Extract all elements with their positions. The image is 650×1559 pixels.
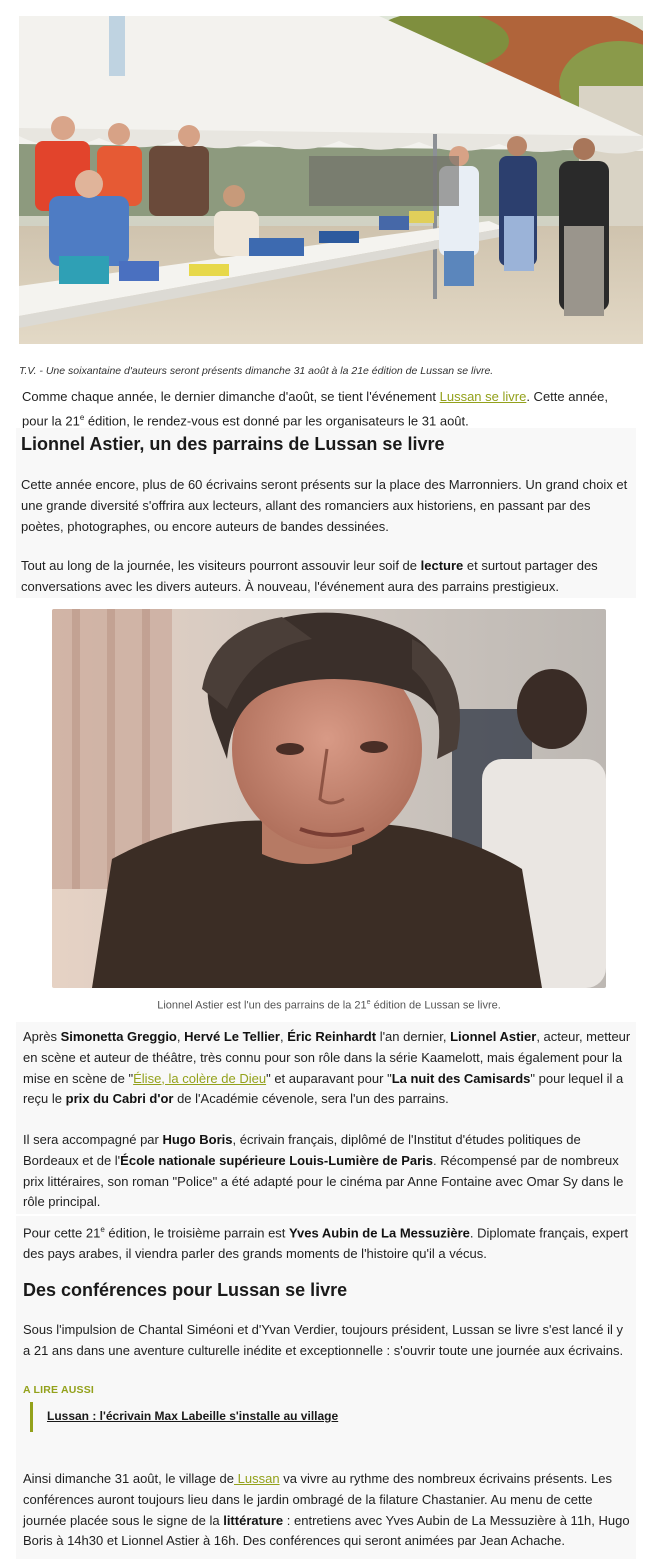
paragraph-programme: Ainsi dimanche 31 août, le village de Lussan va vivre au rythme des nombreux écrivains présents. Les conférences auront toujours lieu dans le jardin ombragé de la filature Chastanier. Au menu de cette journée placée sous le signe de la littérature : entretiens avec Yves Aubin de La Messuzière à 11h, Hugo Boris à 14h30 et Lionnel Astier à 16h. Des conférences qui seront animées par Jean Achache. (23, 1471, 630, 1549)
paragraph-impulsion: Sous l'impulsion de Chantal Siméoni et d'Yvan Verdier, toujours président, Lussan se livre s'est lancé il y a 21 ans dans une aventure culturelle inédite et exceptionnelle : s'ouvrir toute une journée aux écrivains. (23, 1322, 624, 1358)
paragraph-yves-aubin: Pour cette 21e édition, le troisième parrain est Yves Aubin de La Messuzière. Diplomate français, expert des pays arabes, il viendra parler des grands moments de l'histoire qu'il a vécus. (23, 1225, 629, 1262)
paragraph-hugo-boris: Il sera accompagné par Hugo Boris, écrivain français, diplômé de l'Institut d'études politiques de Bordeaux et de l'École nationale supérieure Louis-Lumière de Paris. Récompensé par de nombreux prix littéraires, son roman "Police" a été adapté pour le cinéma par Anne Fontaine avec Omar Sy dans le rôle principal. (23, 1132, 624, 1210)
event-photo (19, 16, 643, 344)
section-heading-conferences: Des conférences pour Lussan se livre (23, 1280, 348, 1300)
section-heading-parrains: Lionnel Astier, un des parrains de Lussan se livre (21, 434, 445, 454)
lussan-link[interactable]: Lussan (234, 1471, 280, 1486)
related-article-link[interactable]: Lussan : l'écrivain Max Labeille s'installe au village (47, 1409, 339, 1423)
portrait-photo (52, 609, 606, 988)
paragraph-ecrivains: Cette année encore, plus de 60 écrivains seront présents sur la place des Marronniers. Un grand choix et une grande diversité s'offrira aux lecteurs, allant des romanciers aux historiens, en passant par des poètes, photographes, ou encore auteurs de bandes dessinées. (21, 477, 628, 534)
intro-section (16, 384, 636, 598)
conferences-section (16, 1216, 636, 1559)
elise-colere-de-dieu-link[interactable]: Élise, la colère de Dieu (133, 1070, 267, 1086)
lire-aussi-box (30, 1402, 625, 1432)
parrains-section (16, 1022, 636, 1214)
portrait-caption: Lionnel Astier est l'un des parrains de la 21e édition de Lussan se livre. (157, 999, 501, 1012)
intro-paragraph: Comme chaque année, le dernier dimanche d'août, se tient l'événement Lussan se livre. Cette année, pour la 21e édition, le rendez-vous est donné par les organisateurs le 31 août. (22, 389, 608, 429)
lire-aussi-label: A LIRE AUSSI (23, 1384, 95, 1396)
paragraph-lionnel-astier: Après Simonetta Greggio, Hervé Le Tellier, Éric Reinhardt l'an dernier, Lionnel Astier, acteur, metteur en scène et auteur de théâtre, très connu pour son rôle dans la série Kaamelott, mais également pour la mise en scène de "Élise, la colère de Dieu" et auparavant pour "La nuit des Camisards" pour lequel il a reçu le prix du Cabri d'or de l'Académie cévenole, sera l'un des parrains. (23, 1029, 631, 1107)
photo-caption: T.V. - Une soixantaine d'auteurs seront présents dimanche 31 août à la 21e édition de Lussan se livre. (19, 365, 494, 377)
paragraph-lecture: Tout au long de la journée, les visiteurs pourront assouvir leur soif de lecture et surtout partager des conversations avec les divers auteurs. À nouveau, l'événement aura des parrains prestigieux. (21, 558, 598, 594)
lussan-se-livre-link[interactable]: Lussan se livre (439, 389, 527, 404)
